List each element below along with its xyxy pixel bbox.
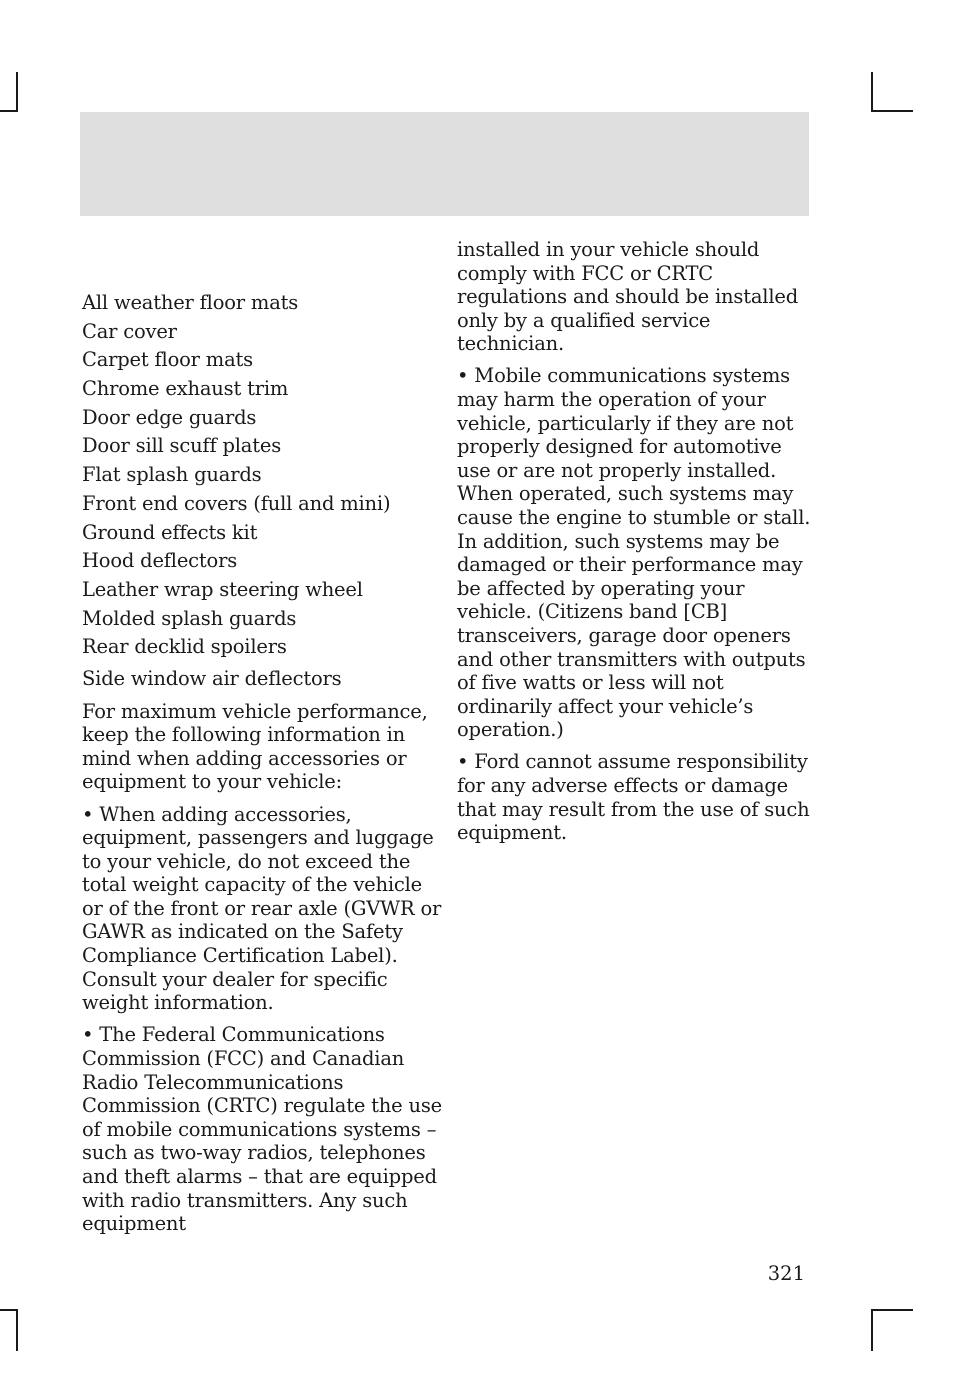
list-item: Rear decklid spoilers	[82, 635, 287, 659]
crop-mark-top-right-horizontal	[871, 110, 913, 112]
list-item: All weather floor mats	[82, 291, 299, 314]
bullet-fcc-crtc-continued: installed in your vehicle should comply with FCC or CRTC regulations and should be installed only by a qualified service technician.	[457, 238, 798, 356]
crop-mark-bottom-left-horizontal	[0, 1309, 18, 1311]
accessory-list	[82, 289, 442, 694]
list-item: Car cover	[82, 319, 177, 343]
page-number: 321	[767, 1262, 805, 1285]
list-item: Side window air deflectors	[82, 666, 342, 690]
crop-mark-bottom-right-vertical	[871, 1309, 873, 1351]
crop-mark-top-left-horizontal	[0, 110, 18, 112]
list-item: Hood deflectors	[82, 549, 238, 573]
list-item: Ground effects kit	[82, 520, 258, 544]
bullet-fcc-crtc: • The Federal Communications Commission (FCC) and Canadian Radio Telecommunications Commission (CRTC) regulate the use of mobile communications systems – such as two-way radios, telephones and theft alarms – that are equipped with radio transmitters. Any such equipment	[82, 1023, 443, 1236]
list-item: Carpet floor mats	[82, 348, 253, 372]
left-column	[82, 289, 442, 1236]
header-band	[80, 112, 809, 216]
bullet-ford-responsibility: • Ford cannot assume responsibility for any adverse effects or damage that may result from the use of such equipment.	[457, 750, 810, 845]
bullet-weight-capacity: • When adding accessories, equipment, passengers and luggage to your vehicle, do not exceed the total weight capacity of the vehicle or of the front or rear axle (GVWR or GAWR as indicated on the Safety Compliance Certification Label). Consult your dealer for specific weight information.	[82, 802, 442, 1015]
list-item: Front end covers (full and mini)	[82, 491, 391, 515]
crop-mark-bottom-left-vertical	[16, 1309, 18, 1351]
list-item: Door edge guards	[82, 405, 257, 429]
crop-mark-top-right-vertical	[871, 72, 873, 112]
bullet-mobile-communications: • Mobile communications systems may harm the operation of your vehicle, particularly if they are not properly designed for automotive use or are not properly installed. When operated, such systems may cause the engine to stumble or stall. In addition, such systems may be damaged or their performance may be affected by operating your vehicle. (Citizens band [CB] transceivers, garage door openers and other transmitters with outputs of five watts or less will not ordinarily affect your vehicle’s operation.)	[457, 364, 811, 742]
right-column	[457, 238, 817, 845]
list-item: Door sill scuff plates	[82, 434, 281, 458]
intro-paragraph: For maximum vehicle performance, keep the following information in mind when adding accessories or equipment to your vehicle:	[82, 699, 428, 794]
list-item: Chrome exhaust trim	[82, 377, 289, 401]
crop-mark-top-left-vertical	[16, 72, 18, 112]
list-item: Leather wrap steering wheel	[82, 577, 363, 601]
list-item: Flat splash guards	[82, 463, 262, 487]
list-item: Molded splash guards	[82, 606, 297, 630]
crop-mark-bottom-right-horizontal	[871, 1309, 913, 1311]
